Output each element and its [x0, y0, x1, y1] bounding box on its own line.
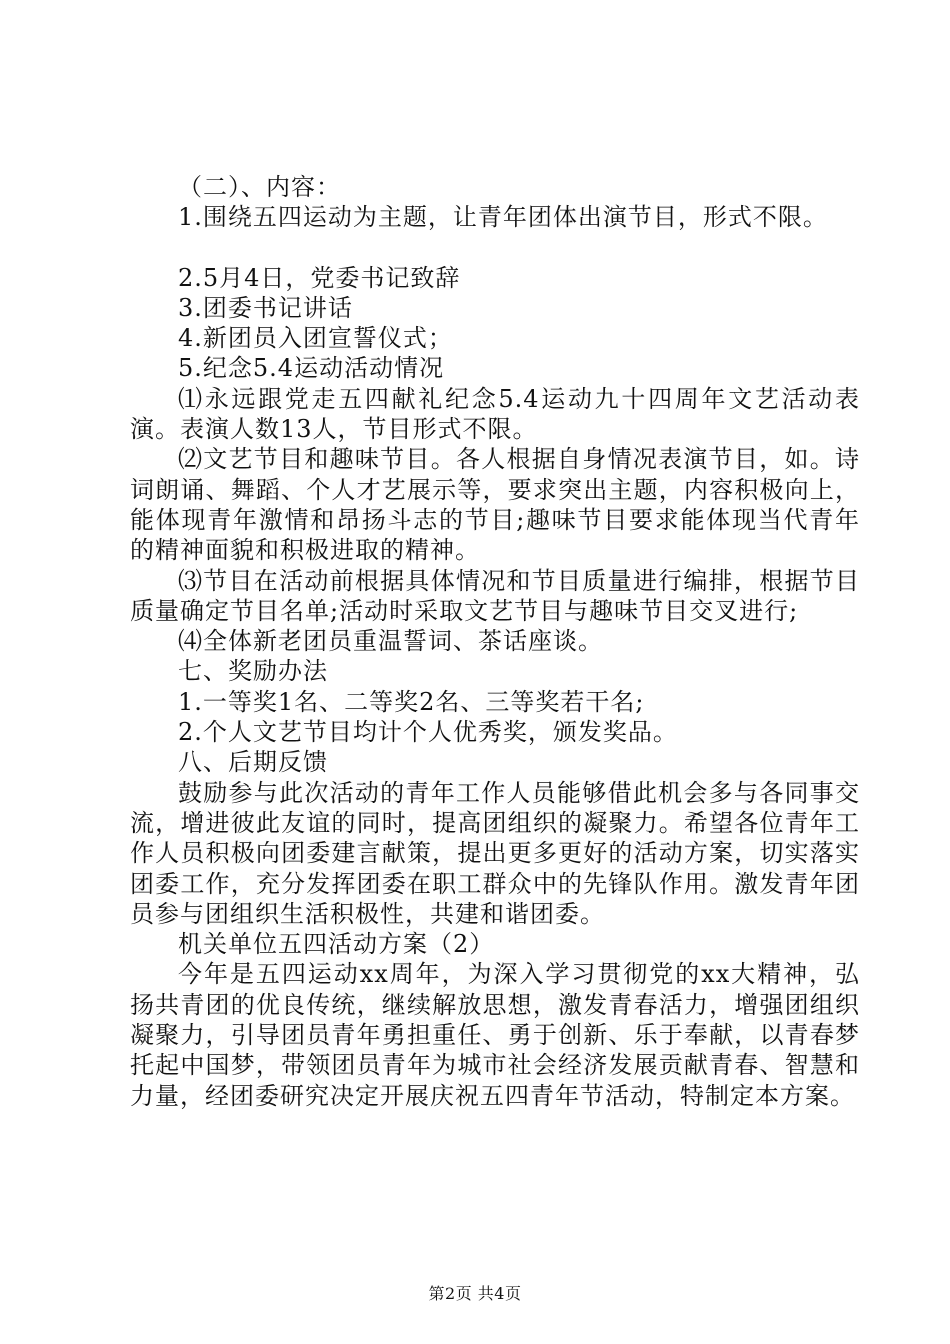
page-footer: 第2页 共4页: [428, 1284, 522, 1303]
paragraph-subitem-3: ⑶节目在活动前根据具体情况和节目质量进行编排，根据节目质量确定节目名单;活动时采取文艺节目与趣味节目交叉进行;: [130, 566, 860, 625]
paragraph-subitem-2: ⑵文艺节目和趣味节目。各人根据自身情况表演节目，如。诗词朗诵、舞蹈、个人才艺展示等，要求突出主题，内容积极向上，能体现青年激情和昂扬斗志的节目;趣味节目要求能体现当代青年的精神面貌和积极进取的精神。: [130, 445, 860, 565]
reward-item-1: 1.一等奖1名、二等奖2名、三等奖若干名;: [178, 687, 645, 716]
paragraph-item-3: 3.团委书记讲话: [178, 293, 353, 322]
plan-intro-paragraph: 今年是五四运动xx周年，为深入学习贯彻党的xx大精神，弘扬共青团的优良传统，继续解放思想，激发青春活力，增强团组织凝聚力，引导团员青年勇担重任、勇于创新、乐于奉献，以青春梦托起中国梦，带领团员青年为城市社会经济发展贡献青春、智慧和力量，经团委研究决定开展庆祝五四青年节活动，特制定本方案。: [130, 960, 860, 1110]
paragraph-item-2: 2.5月4日，党委书记致辞: [178, 263, 461, 292]
paragraph-subitem-4: ⑷全体新老团员重温誓词、茶话座谈。: [178, 627, 603, 656]
section-heading-content: （二）、内容：: [178, 173, 341, 201]
reward-item-2: 2.个人文艺节目均计个人优秀奖，颁发奖品。: [178, 718, 678, 747]
paragraph-item-5: 5.纪念5.4运动活动情况: [178, 354, 445, 383]
section-heading-feedback: 八、后期反馈: [178, 748, 328, 777]
plan-title: 机关单位五四活动方案（2）: [178, 930, 495, 959]
paragraph-item-1: 1.围绕五四运动为主题，让青年团体出演节目，形式不限。: [178, 203, 828, 232]
paragraph-subitem-1: ⑴永远跟党走五四献礼纪念5.4运动九十四周年文艺活动表演。表演人数13人，节目形式不限。: [130, 384, 860, 444]
document-body: [130, 172, 860, 1111]
feedback-paragraph: 鼓励参与此次活动的青年工作人员能够借此机会多与各同事交流，增进彼此友谊的同时，提高团组织的凝聚力。希望各位青年工作人员积极向团委建言献策，提出更多更好的活动方案，切实落实团委工作，充分发挥团委在职工群众中的先锋队作用。激发青年团员参与团组织生活积极性，共建和谐团委。: [130, 778, 860, 928]
paragraph-item-4: 4.新团员入团宣誓仪式；: [178, 324, 453, 353]
section-heading-rewards: 七、奖励办法: [178, 657, 328, 686]
